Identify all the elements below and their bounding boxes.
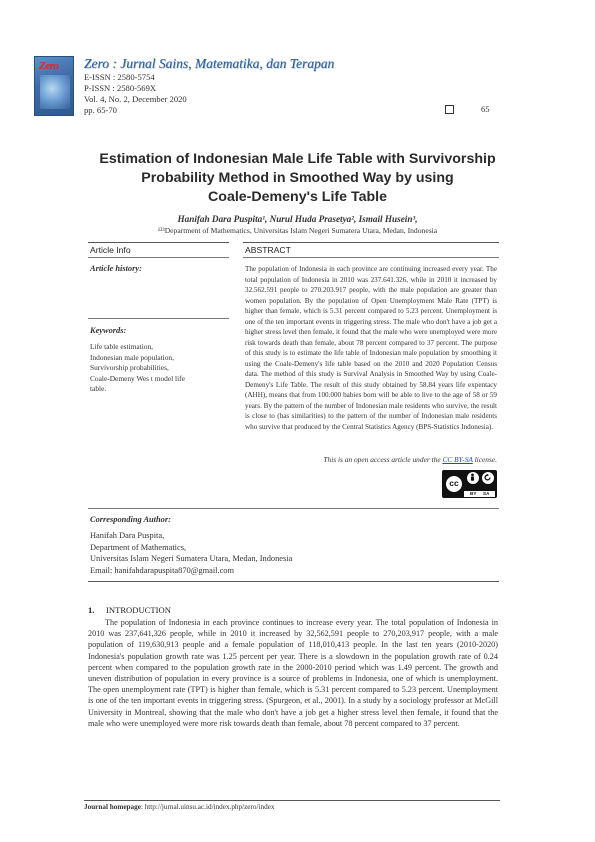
authors: Hanifah Dara Puspita¹, Nurul Huda Prasetya², Ismail Husein³, bbox=[177, 214, 418, 224]
title-line-2: Probability Method in Smoothed Way by using bbox=[141, 170, 454, 186]
keyword-item: Survivorship probabilities, bbox=[90, 363, 169, 372]
license-statement bbox=[245, 455, 497, 464]
keyword-item: Indonesian male population, bbox=[90, 352, 174, 362]
cc-label-bar bbox=[464, 491, 495, 497]
person-icon-glyph bbox=[467, 472, 478, 483]
abstract-heading: ABSTRACT bbox=[245, 245, 291, 255]
footer bbox=[84, 803, 274, 811]
divider bbox=[243, 242, 499, 243]
section-heading: INTRODUCTION bbox=[106, 605, 171, 615]
square-icon bbox=[445, 105, 454, 114]
corresponding-author-label: Corresponding Author: bbox=[90, 515, 171, 524]
keyword-item: Coale-Demeny Wes t model life bbox=[90, 373, 185, 383]
journal-homepage-url[interactable]: : http://jurnal.uinsu.ac.id/index.php/zero/index bbox=[140, 803, 275, 811]
cover-image bbox=[40, 75, 70, 109]
divider bbox=[88, 508, 499, 509]
corresponding-author-details bbox=[90, 530, 292, 576]
author-university: Universitas Islam Negeri Sumatera Utara, Medan, Indonesia bbox=[90, 554, 293, 563]
title-line-1: Estimation of Indonesian Male Life Table with Survivorship bbox=[99, 151, 496, 167]
share-alike-icon-glyph bbox=[482, 472, 493, 483]
pages-range: pp. 65-70 bbox=[84, 105, 117, 115]
journal-cover-logo bbox=[34, 56, 74, 116]
author-name: Hanifah Dara Puspita, bbox=[90, 531, 165, 540]
author-department: Department of Mathematics, bbox=[90, 542, 187, 552]
keyword-item: Life table estimation, bbox=[90, 342, 154, 351]
cc-icon bbox=[445, 475, 463, 493]
divider bbox=[243, 257, 499, 258]
article-history-label: Article history: bbox=[90, 264, 142, 273]
article-info-heading: Article Info bbox=[90, 245, 131, 255]
volume-info: Vol. 4, No. 2, December 2020 bbox=[84, 94, 187, 104]
title-line-3: Coale-Demeny's Life Table bbox=[208, 189, 387, 205]
cc-sa-label: SA bbox=[483, 491, 490, 496]
section-number: 1. bbox=[88, 605, 95, 615]
affiliation: ¹²³Department of Mathematics, Universitas Islam Negeri Sumatera Utara, Medan, Indonesia bbox=[157, 226, 438, 235]
divider bbox=[88, 318, 229, 319]
license-suffix: license. bbox=[472, 455, 497, 464]
e-issn: E-ISSN : 2580-5754 bbox=[84, 72, 155, 82]
keywords-label: Keywords: bbox=[90, 326, 127, 335]
license-link[interactable]: CC BY-SA bbox=[442, 455, 473, 464]
divider bbox=[88, 242, 229, 243]
abstract-text: The population of Indonesia in each province are continuing increased every year. The total population of Indonesia in 2010 was 237.641.326, while in 2010 it increased by 32.562.591 people to 270.203.917 people, with the male population are greater than women population. By the population of Open Unemployment Male Rate (TPT) is higher than female, which is 5.31 percent compared to 5.23 percent. Unemployment is one of the ten important events in triggering stress. The male who don't have a job get a higher stress level then female, it found that the male who were unemployed were more risk towards death than female, about 78 percent compared to 37 percent. The purpose of this study is to estimate the life table of Indonesian male population by smoothing it using the Coale-Demeny's life table based on the 2010 and 2020 Population Census data. The method of this study is Survival Analysis in Smoothed Way by using Coale-Demeny's Life Table. The result of this study obtained by 58.84 years life expentacy (AHH), means that from 100.000 babies born will be able to live to the age of 58 or 59 years. By the pattern of the number of Indonesian male residents who survive, the result is close to (has similarities) to the pattern of the number of Indonesian male residents who survive that produced by the Central Statistics Agency (BPS-Statistics Indonesia). bbox=[245, 265, 497, 431]
person-icon bbox=[466, 471, 480, 485]
logo-text: Zero bbox=[39, 60, 59, 72]
divider bbox=[88, 257, 229, 258]
cc-text: cc bbox=[449, 478, 459, 488]
share-alike-icon bbox=[481, 471, 495, 485]
cc-by-label: BY bbox=[470, 491, 477, 496]
p-issn: P-ISSN : 2580-569X bbox=[84, 83, 157, 93]
cc-by-sa-badge[interactable] bbox=[442, 470, 497, 498]
author-email: Email: hanifahdarapuspita870@gmail.com bbox=[90, 565, 234, 575]
license-prefix: This is an open access article under the bbox=[323, 455, 443, 464]
journal-homepage-label: Journal homepage bbox=[84, 803, 141, 811]
page-number: 65 bbox=[481, 104, 490, 114]
introduction-text: The population of Indonesia in each province continues to increase every year. The total population of Indonesia in 2010 was 237,641,326 people, while in 2010 it increased by 32,562,591 people to 270,203,917 people, with a male population of 119,630,913 people and a female population of 118,010,413 people. In the last ten years (2010-2020) Indonesia's population growth rate was 1.25 percent per year. There is a slowdown in the population growth rate of 0.24 percent when compared to the population growth rate in the 2000-2010 period which was 1.49 percent. The growth and uneven distribution of population in every province is a source of problems in Indonesia, one of which is unemployment. The open unemployment rate (TPT) is higher than female, which is 5.31 percent compared to 5.23 percent. Unemployment is one of the ten important events in triggering stress. (Spurgeon, et al., 2001). In a study by a sociology professor at McGill University in Montreal, showing that the male who don't have a job get a higher stress level then female, it found that the male who were unemployed were more risk towards death than female, about 78 percent compared to 37 percent. bbox=[88, 618, 498, 728]
keyword-item: table. bbox=[90, 384, 107, 393]
journal-title: Zero : Jurnal Sains, Matematika, dan Terapan bbox=[84, 56, 335, 71]
paper-title bbox=[60, 150, 535, 207]
keywords-list bbox=[90, 342, 222, 395]
divider bbox=[88, 581, 499, 582]
footer-divider bbox=[84, 800, 500, 801]
